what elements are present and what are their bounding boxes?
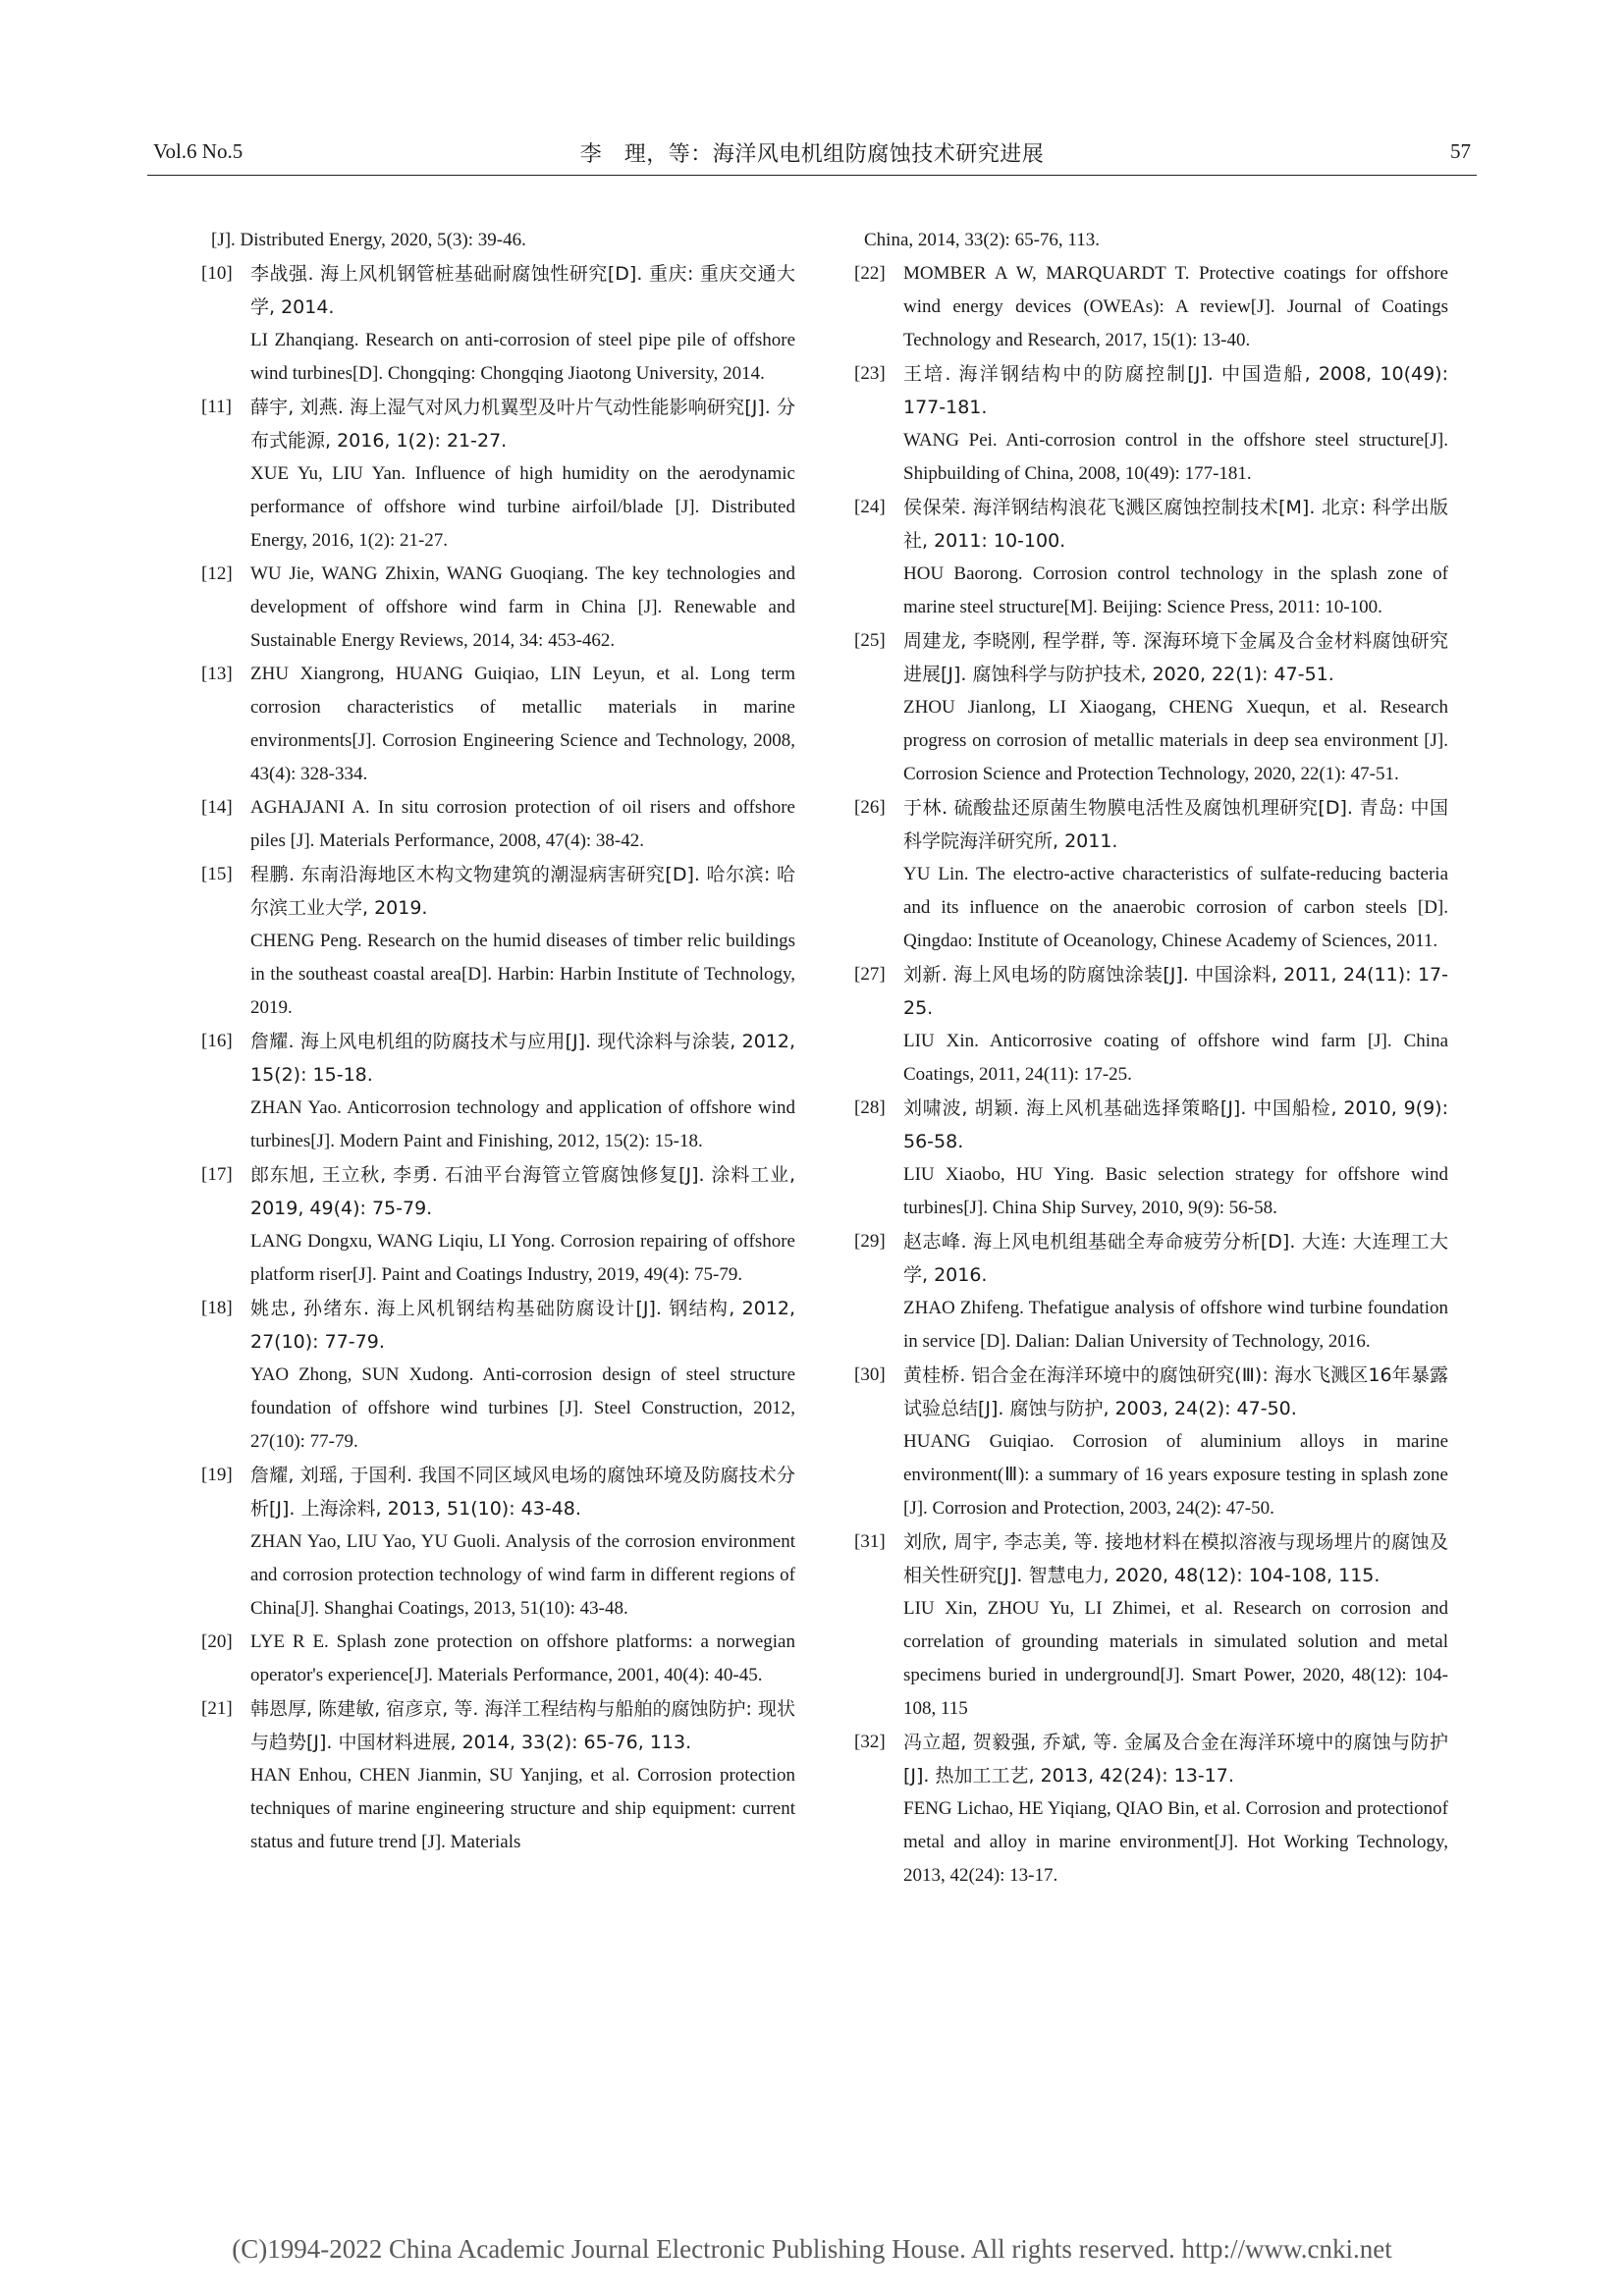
reference-number: [17] — [201, 1164, 233, 1185]
reference-text-chinese: 程鹏. 东南沿海地区木构文物建筑的潮湿病害研究[D]. 哈尔滨: 哈尔滨工业大学, 2019. — [250, 864, 795, 919]
reference-number: [16] — [201, 1031, 233, 1051]
reference-entry — [854, 491, 1448, 624]
reference-entry — [854, 1092, 1448, 1225]
reference-text-english: ZHOU Jianlong, LI Xiaogang, CHENG Xuequn, et al. Research progress on corrosion of metallic materials in deep sea environment [J]. Corrosion Science and Protection Technology, 2020, 22(1): 47-51. — [903, 697, 1448, 784]
reference-text-english: LYE R E. Splash zone protection on offshore platforms: a norwegian operator's experience[J]. Materials Performance, 2001, 40(4): 40-45. — [250, 1631, 795, 1685]
reference-text-chinese: 姚忠, 孙绪东. 海上风机钢结构基础防腐设计[J]. 钢结构, 2012, 27(10): 77-79. — [250, 1298, 795, 1353]
reference-number: [18] — [201, 1298, 233, 1318]
running-title: 李 理，等：海洋风电机组防腐蚀技术研究进展 — [579, 142, 1045, 167]
reference-number: [28] — [854, 1097, 886, 1118]
reference-entry — [201, 257, 795, 391]
reference-text-english: YAO Zhong, SUN Xudong. Anti-corrosion design of steel structure foundation of offshore wind turbines [J]. Steel Construction, 2012, 27(10): 77-79. — [250, 1364, 795, 1452]
reference-entry — [854, 1726, 1448, 1893]
reference-text-chinese: 詹耀, 刘瑶, 于国利. 我国不同区域风电场的腐蚀环境及防腐技术分析[J]. 上海涂料, 2013, 51(10): 43-48. — [250, 1465, 795, 1520]
reference-text-english: YU Lin. The electro-active characteristics of sulfate-reducing bacteria and its influence on the anaerobic corrosion of carbon steels [D]. Qingdao: Institute of Oceanology, Chinese Academy of Sciences, 2011. — [903, 864, 1448, 951]
reference-entry — [854, 224, 1448, 257]
reference-text-english: WU Jie, WANG Zhixin, WANG Guoqiang. The key technologies and development of offshore wind farm in China [J]. Renewable and Sustainable Energy Reviews, 2014, 34: 453-462. — [250, 563, 795, 651]
reference-text-english: LI Zhanqiang. Research on anti-corrosion of steel pipe pile of offshore wind turbines[D]. Chongqing: Chongqing Jiaotong University, 2014. — [250, 330, 795, 384]
reference-text-english: XUE Yu, LIU Yan. Influence of high humidity on the aerodynamic performance of offshore wind turbine airfoil/blade [J]. Distributed Energy, 2016, 1(2): 21-27. — [250, 463, 795, 551]
reference-number: [10] — [201, 263, 233, 284]
reference-entry — [201, 791, 795, 858]
reference-text-english: ZHAN Yao. Anticorrosion technology and application of offshore wind turbines[J]. Modern Paint and Finishing, 2012, 15(2): 15-18. — [250, 1097, 795, 1151]
reference-number: [27] — [854, 964, 886, 985]
copyright-footer: (C)1994-2022 China Academic Journal Electronic Publishing House. All rights reserved. http://www.cnki.net — [232, 2234, 1392, 2264]
reference-text-english: LANG Dongxu, WANG Liqiu, LI Yong. Corrosion repairing of offshore platform riser[J]. Paint and Coatings Industry, 2019, 49(4): 75-79. — [250, 1231, 795, 1285]
reference-text-english: HOU Baorong. Corrosion control technology in the splash zone of marine steel structure[M]. Beijing: Science Press, 2011: 10-100. — [903, 563, 1448, 617]
reference-text-chinese: 韩恩厚, 陈建敏, 宿彦京, 等. 海洋工程结构与船舶的腐蚀防护: 现状与趋势[J]. 中国材料进展, 2014, 33(2): 65-76, 113. — [250, 1698, 795, 1753]
reference-text-chinese: 詹耀. 海上风电机组的防腐技术与应用[J]. 现代涂料与涂装, 2012, 15(2): 15-18. — [250, 1031, 795, 1086]
reference-number: [32] — [854, 1732, 886, 1752]
reference-number: [25] — [854, 630, 886, 651]
reference-text-english: MOMBER A W, MARQUARDT T. Protective coatings for offshore wind energy devices (OWEAs): A review[J]. Journal of Coatings Technology and Research, 2017, 15(1): 13-40. — [903, 263, 1448, 350]
reference-entry — [854, 1225, 1448, 1359]
reference-text-english: ZHU Xiangrong, HUANG Guiqiao, LIN Leyun, et al. Long term corrosion characteristics of metallic materials in marine environments[J]. Corrosion Engineering Science and Technology, 2008, 43(4): 328-334. — [250, 664, 795, 784]
reference-entry — [201, 1459, 795, 1626]
reference-number: [22] — [854, 263, 886, 284]
reference-entry — [854, 791, 1448, 958]
reference-text-english: CHENG Peng. Research on the humid diseases of timber relic buildings in the southeast coastal area[D]. Harbin: Harbin Institute of Technology, 2019. — [250, 931, 795, 1018]
reference-text-chinese: 刘啸波, 胡颖. 海上风机基础选择策略[J]. 中国船检, 2010, 9(9): 56-58. — [903, 1097, 1448, 1152]
reference-text-english: ZHAN Yao, LIU Yao, YU Guoli. Analysis of the corrosion environment and corrosion protection technology of wind farm in different regions of China[J]. Shanghai Coatings, 2013, 51(10): 43-48. — [250, 1531, 795, 1619]
reference-number: [11] — [201, 397, 232, 417]
reference-number: [31] — [854, 1531, 886, 1552]
reference-entry — [201, 391, 795, 558]
reference-text-english: WANG Pei. Anti-corrosion control in the offshore steel structure[J]. Shipbuilding of China, 2008, 10(49): 177-181. — [903, 430, 1448, 484]
reference-text-chinese: 赵志峰. 海上风电机组基础全寿命疲劳分析[D]. 大连: 大连理工大学, 2016. — [903, 1231, 1448, 1286]
reference-number: [30] — [854, 1364, 886, 1385]
reference-text-chinese: 李战强. 海上风机钢管桩基础耐腐蚀性研究[D]. 重庆: 重庆交通大学, 2014. — [250, 263, 795, 318]
reference-number: [19] — [201, 1465, 233, 1485]
reference-text-chinese: 郎东旭, 王立秋, 李勇. 石油平台海管立管腐蚀修复[J]. 涂料工业, 2019, 49(4): 75-79. — [250, 1164, 795, 1219]
reference-entry — [201, 1025, 795, 1158]
reference-text-chinese: 冯立超, 贺毅强, 乔斌, 等. 金属及合金在海洋环境中的腐蚀与防护[J]. 热加工工艺, 2013, 42(24): 13-17. — [903, 1732, 1448, 1787]
right-column — [854, 224, 1448, 1893]
reference-text-english: ZHAO Zhifeng. Thefatigue analysis of offshore wind turbine foundation in service [D]. Dalian: Dalian University of Technology, 2016. — [903, 1298, 1448, 1352]
running-header — [147, 135, 1477, 176]
reference-entry — [201, 858, 795, 1025]
reference-text-english: LIU Xin, ZHOU Yu, LI Zhimei, et al. Research on corrosion and correlation of grounding materials in simulated solution and metal specimens buried in underground[J]. Smart Power, 2020, 48(12): 104-108, 115 — [903, 1598, 1448, 1719]
reference-entry — [854, 1359, 1448, 1525]
reference-entry — [201, 1626, 795, 1692]
reference-text-english: LIU Xiaobo, HU Ying. Basic selection strategy for offshore wind turbines[J]. China Ship Survey, 2010, 9(9): 56-58. — [903, 1164, 1448, 1218]
reference-text-english: FENG Lichao, HE Yiqiang, QIAO Bin, et al. Corrosion and protectionof metal and alloy in marine environment[J]. Hot Working Technology, 2013, 42(24): 13-17. — [903, 1798, 1448, 1886]
reference-number: [12] — [201, 563, 233, 584]
reference-entry — [854, 958, 1448, 1092]
reference-text-english: HAN Enhou, CHEN Jianmin, SU Yanjing, et al. Corrosion protection techniques of marine engineering structure and ship equipment: current status and future trend [J]. Materials — [250, 1765, 795, 1852]
reference-text-chinese: 王培. 海洋钢结构中的防腐控制[J]. 中国造船, 2008, 10(49): 177-181. — [903, 363, 1448, 418]
reference-entry — [201, 558, 795, 658]
volume-issue: Vol.6 No.5 — [153, 139, 244, 163]
left-column — [201, 224, 795, 1859]
reference-entry — [854, 624, 1448, 791]
reference-text-chinese: 周建龙, 李晓刚, 程学群, 等. 深海环境下金属及合金材料腐蚀研究进展[J]. 腐蚀科学与防护技术, 2020, 22(1): 47-51. — [903, 630, 1448, 685]
reference-entry — [201, 224, 795, 257]
reference-number: [15] — [201, 864, 233, 884]
reference-number: [20] — [201, 1631, 233, 1652]
reference-entry — [854, 357, 1448, 491]
reference-entry — [201, 658, 795, 791]
reference-entry — [854, 1525, 1448, 1726]
reference-text-english: LIU Xin. Anticorrosive coating of offshore wind farm [J]. China Coatings, 2011, 24(11): 17-25. — [903, 1031, 1448, 1085]
reference-text-chinese: 黄桂桥. 铝合金在海洋环境中的腐蚀研究(Ⅲ): 海水飞溅区16年暴露试验总结[J]. 腐蚀与防护, 2003, 24(2): 47-50. — [903, 1364, 1448, 1419]
reference-number: [29] — [854, 1231, 886, 1252]
reference-number: [24] — [854, 497, 886, 517]
reference-entry — [854, 257, 1448, 357]
reference-text-english: China, 2014, 33(2): 65-76, 113. — [864, 230, 1100, 250]
reference-number: [13] — [201, 664, 233, 684]
reference-number: [21] — [201, 1698, 233, 1719]
reference-number: [14] — [201, 797, 233, 818]
reference-number: [23] — [854, 363, 886, 384]
reference-entry — [201, 1292, 795, 1459]
page-number: 57 — [1450, 139, 1471, 163]
reference-text-chinese: 刘新. 海上风电场的防腐蚀涂装[J]. 中国涂料, 2011, 24(11): 17-25. — [903, 964, 1448, 1019]
reference-text-chinese: 侯保荣. 海洋钢结构浪花飞溅区腐蚀控制技术[M]. 北京: 科学出版社, 2011: 10-100. — [903, 497, 1448, 552]
reference-number: [26] — [854, 797, 886, 818]
reference-text-chinese: 薛宇, 刘燕. 海上湿气对风力机翼型及叶片气动性能影响研究[J]. 分布式能源, 2016, 1(2): 21-27. — [250, 397, 795, 452]
reference-entry — [201, 1692, 795, 1859]
reference-text-english: HUANG Guiqiao. Corrosion of aluminium alloys in marine environment(Ⅲ): a summary of 16 years exposure testing in splash zone [J]. Corrosion and Protection, 2003, 24(2): 47-50. — [903, 1431, 1448, 1519]
reference-text-english: [J]. Distributed Energy, 2020, 5(3): 39-46. — [211, 230, 526, 250]
reference-entry — [201, 1158, 795, 1292]
reference-text-english: AGHAJANI A. In situ corrosion protection of oil risers and offshore piles [J]. Materials Performance, 2008, 47(4): 38-42. — [250, 797, 795, 851]
reference-text-chinese: 于林. 硫酸盐还原菌生物膜电活性及腐蚀机理研究[D]. 青岛: 中国科学院海洋研究所, 2011. — [903, 797, 1448, 852]
reference-text-chinese: 刘欣, 周宇, 李志美, 等. 接地材料在模拟溶液与现场埋片的腐蚀及相关性研究[J]. 智慧电力, 2020, 48(12): 104-108, 115. — [903, 1531, 1448, 1586]
